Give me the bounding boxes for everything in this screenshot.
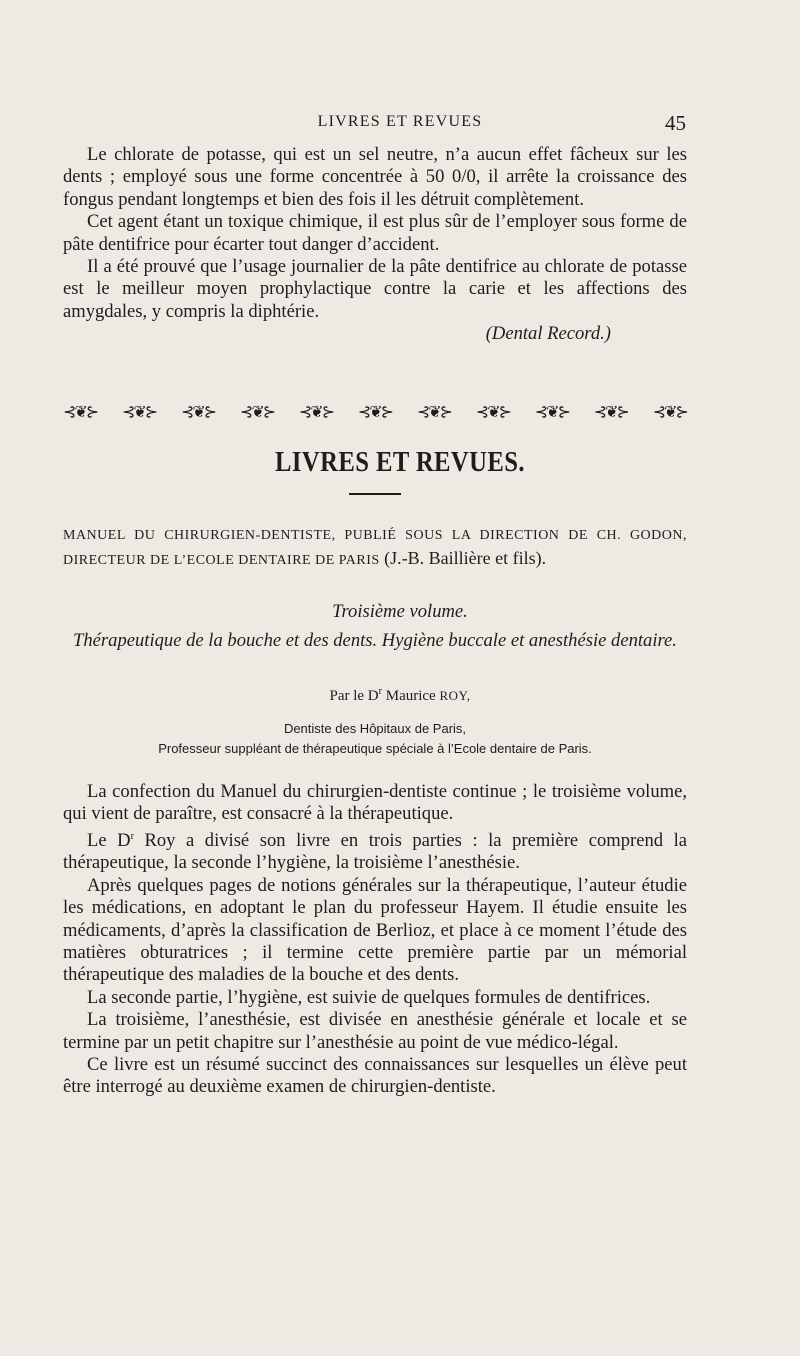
author-last: ROY, [439, 688, 471, 703]
paragraph: La seconde partie, l’hygiène, est suivie de quelques formules de dentifrices. [87, 986, 651, 1008]
paragraph: Ce livre est un résumé succinct des connaissances sur lesquelles un élève peut être interrogé au deuxième examen de chirurgien-dentiste. [63, 1054, 687, 1098]
book-subtitle: Thérapeutique de la bouche et des dents. Hygiène buccale et anesthésie dentaire. [73, 630, 677, 651]
paragraph: Il a été prouvé que l’usage journalier de la pâte dentifrice au chlorate de potasse est le meilleur moyen prophylactique contre la carie et les affections des amygdales, y compris la diphtérie. [63, 256, 687, 322]
ornament-icon: ⊰❦⊱ [298, 404, 334, 421]
title-rule [349, 493, 401, 495]
page-number: 45 [665, 111, 686, 135]
author-line [0, 686, 800, 705]
running-header [0, 113, 800, 139]
ornament-icon: ⊰❦⊱ [652, 404, 687, 421]
paragraph: La troisième, l’anesthésie, est divisée en anesthésie générale et locale et se termine par un petit chapitre sur l’anesthésie au point de vue médico-légal. [63, 1009, 687, 1053]
ornamental-divider [63, 400, 687, 424]
section-title: LIVRES ET REVUES. [275, 446, 525, 478]
ornament-icon: ⊰❦⊱ [475, 404, 510, 421]
paragraph: Cet agent étant un toxique chimique, il est plus sûr de l’employer sous forme de pâte dentifrice pour écarter tout danger d’accident. [63, 211, 687, 255]
paragraph [63, 826, 687, 875]
paragraph: Après quelques pages de notions générales sur la thérapeutique, l’auteur étudie les médications, en adoptant le plan du professeur Hayem. Il étudie ensuite les médicaments, d’après la classification de Berlioz, et place à ce moment l’étude des matières obturatrices ; il termine cette première partie par un mémorial thérapeutique des maladies de la bouche et des dents. [63, 874, 687, 986]
paragraph: La confection du Manuel du chirurgien-dentiste continue ; le troisième volume, qui vient de paraître, est consacré à la thérapeutique. [63, 781, 687, 825]
ornament-icon: ⊰❦⊱ [121, 404, 157, 421]
paragraph: Le chlorate de potasse, qui est un sel neutre, n’a aucun effet fâcheux sur les dents ; employé sous une forme concentrée à 50 0/0, il arrête la croissance des fongus pendant longtemps et bien des fois il les détruit complètement. [63, 144, 687, 210]
ornament-icon: ⊰❦⊱ [534, 404, 569, 421]
ornament-icon: ⊰❦⊱ [180, 404, 216, 421]
ornament-icon: ⊰❦⊱ [357, 404, 393, 421]
author-first: Maurice [381, 688, 440, 704]
source-signature: (Dental Record.) [485, 323, 611, 345]
ornament-icon: ⊰❦⊱ [593, 404, 628, 421]
volume-label: Troisième volume. [332, 601, 468, 622]
text-span: Le D [87, 830, 131, 851]
book-title: MANUEL DU CHIRURGIEN-DENTISTE, PUBLIÉ SOUS LA DIRECTION DE CH. GODON, DIRECTEUR DE L’ECOLE DENTAIRE DE PARIS [63, 528, 687, 569]
author-prefix: Par le D [329, 688, 379, 704]
author-affiliation: Professeur suppléant de thérapeutique spéciale à l’Ecole dentaire de Paris. [158, 741, 592, 756]
review-reference [63, 522, 687, 573]
publisher: (J.-B. Baillière et fils). [379, 548, 547, 569]
review-body [63, 781, 687, 1099]
ornament-icon: ⊰❦⊱ [416, 404, 452, 421]
author-affiliation: Dentiste des Hôpitaux de Paris, [283, 721, 467, 736]
running-title: LIVRES ET REVUES [317, 113, 483, 130]
ornament-icon: ⊰❦⊱ [63, 404, 98, 421]
text-span: Roy a divisé son livre en trois parties : la première comprend la thérapeutique, la seconde l’hygiène, la troisième l’anesthésie. [63, 830, 687, 874]
ornament-icon: ⊰❦⊱ [239, 404, 275, 421]
author-sup: r [378, 686, 382, 697]
article-continuation [63, 144, 687, 346]
superscript: r [130, 830, 134, 842]
